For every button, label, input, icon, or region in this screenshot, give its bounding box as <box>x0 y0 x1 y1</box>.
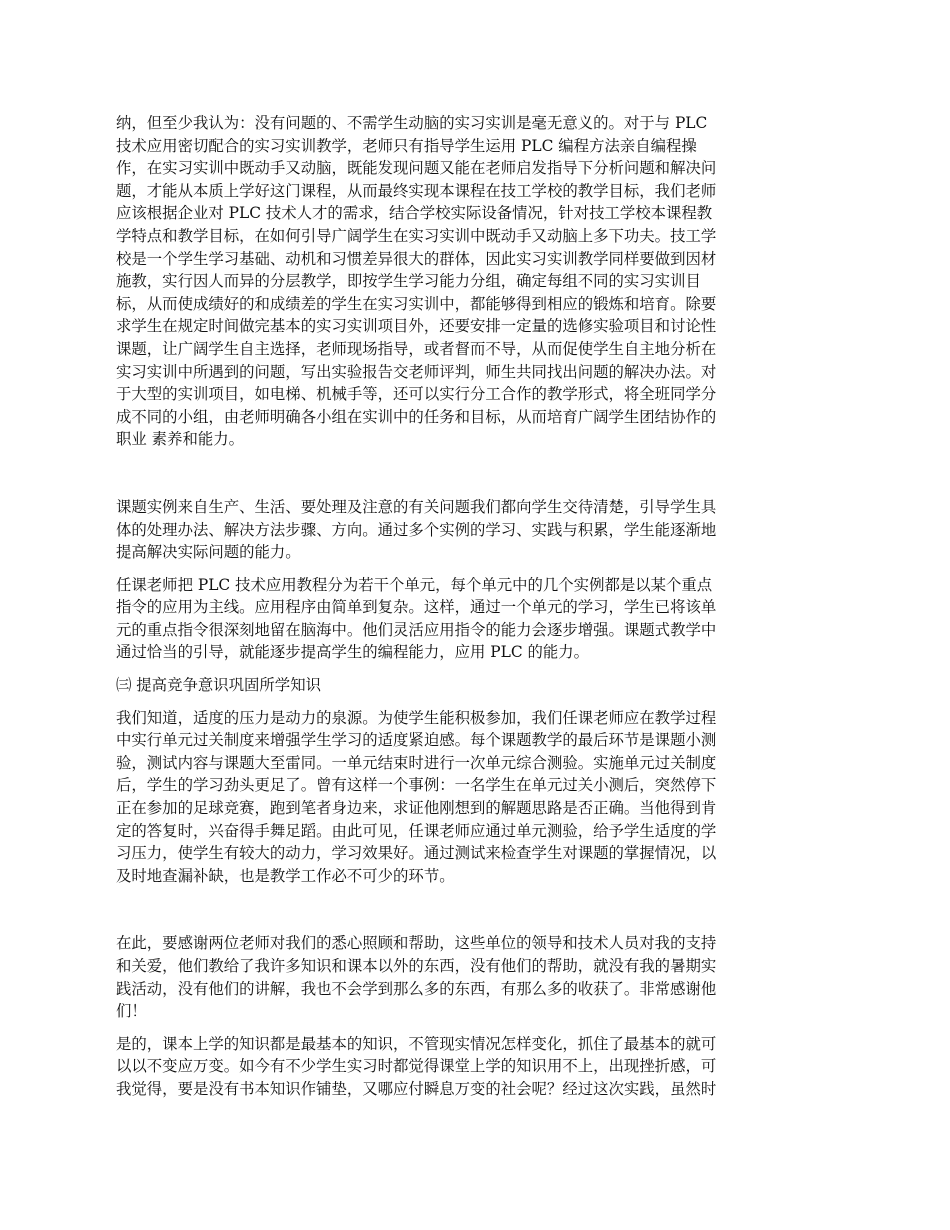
paragraph-plc-units: 任课老师把 PLC 技术应用教程分为若干个单元，每个单元中的几个实例都是以某个重点 指令的应用为主线。应用程序由简单到复杂。这样，通过一个单元的学习，学生已将该单 元的重点指令很深刻地留在脑海中。他们灵活应用指令的能力会逐步增强。课题式教学中 通过恰当的引导，就能逐步提高学生的编程能力，应用 PLC 的能力。 <box>116 575 717 662</box>
paragraph-practical-training: 纳，但至少我认为：没有问题的、不需学生动脑的实习实训是毫无意义的。对于与 PLC 技术应用密切配合的实习实训教学，老师只有指导学生运用 PLC 编程方法亲自编程操 作，在实习实训中既动手又动脑，既能发现问题又能在老师启发指导下分析问题和解决问 题，才能从本质上学好这门课程，从而最终实现本课程在技工学校的教学目标，我们老师 应该根据企业对 PLC 技术人才的需求，结合学校实际设备情况，针对技工学校本课程教 学特点和教学目标，在如何引导广阔学生在实习实训中既动手又动脑上多下功夫。技工学 校是一个学生学习基础、动机和习惯差异很大的群体，因此实习实训教学同样要做到因材 施教，实行因人而异的分层教学，即按学生学习能力分组，确定每组不同的实习实训目 标，从而使成绩好的和成绩差的学生在实习实训中，都能够得到相应的锻炼和培育。除要 求学生在规定时间做完基本的实习实训项目外，还要安排一定量的选修实验项目和讨论性 课题，让广阔学生自主选择，老师现场指导，或者督而不导，从而促使学生自主地分析在 实习实训中所遇到的问题，写出实验报告交老师评判，师生共同找出问题的解决办法。对 于大型的实训项目，如电梯、机械手等，还可以实行分工合作的教学形式，将全班同学分 成不同的小组，由老师明确各小组在实训中的任务和目标，从而培育广阔学生团结协作的 职业 素养和能力。 <box>116 114 717 449</box>
paragraph-acknowledgement: 在此，要感谢两位老师对我们的悉心照顾和帮助，这些单位的领导和技术人员对我的支持 和关爱，他们教给了我许多知识和课本以外的东西，没有他们的帮助，就没有我的暑期实 践活动，没有他们的讲解，我也不会学到那么多的东西，有那么多的收获了。非常感谢他 们！ <box>116 934 717 1021</box>
paragraph-textbook-knowledge: 是的，课本上学的知识都是最基本的知识，不管现实情况怎样变化，抓住了最基本的就可 以以不变应万变。如今有不少学生实习时都觉得课堂上学的知识用不上，出现挫折感，可 我觉得，要是没有书本知识作铺垫，又哪应付瞬息万变的社会呢？经过这次实践，虽然时 <box>116 1034 717 1098</box>
section-heading: ㈢ 提高竞争意识巩固所学知识 <box>116 676 321 695</box>
document-body <box>116 112 842 1101</box>
paragraph-unit-tests: 我们知道，适度的压力是动力的泉源。为使学生能积极参加，我们任课老师应在教学过程 中实行单元过关制度来增强学生学习的适度紧迫感。每个课题教学的最后环节是课题小测 验，测试内容与课题大至雷同。一单元结束时进行一次单元综合测验。实施单元过关制度 后，学生的学习劲头更足了。曾有这样一个事例：一名学生在单元过关小测后，突然停下 正在参加的足球竞赛，跑到笔者身边来，求证他刚想到的解题思路是否正确。当他得到肯 定的答复时，兴奋得手舞足蹈。由此可见，任课老师应通过单元测验，给予学生适度的学 习压力，使学生有较大的动力，学习效果好。通过测试来检查学生对课题的掌握情况，以 及时地查漏补缺，也是教学工作必不可少的环节。 <box>116 708 717 885</box>
paragraph-project-examples: 课题实例来自生产、生活、要处理及注意的有关问题我们都向学生交待清楚，引导学生具 体的处理办法、解决方法步骤、方向。通过多个实例的学习、实践与积累，学生能逐渐地 提高解决实际问题的能力。 <box>116 497 717 562</box>
